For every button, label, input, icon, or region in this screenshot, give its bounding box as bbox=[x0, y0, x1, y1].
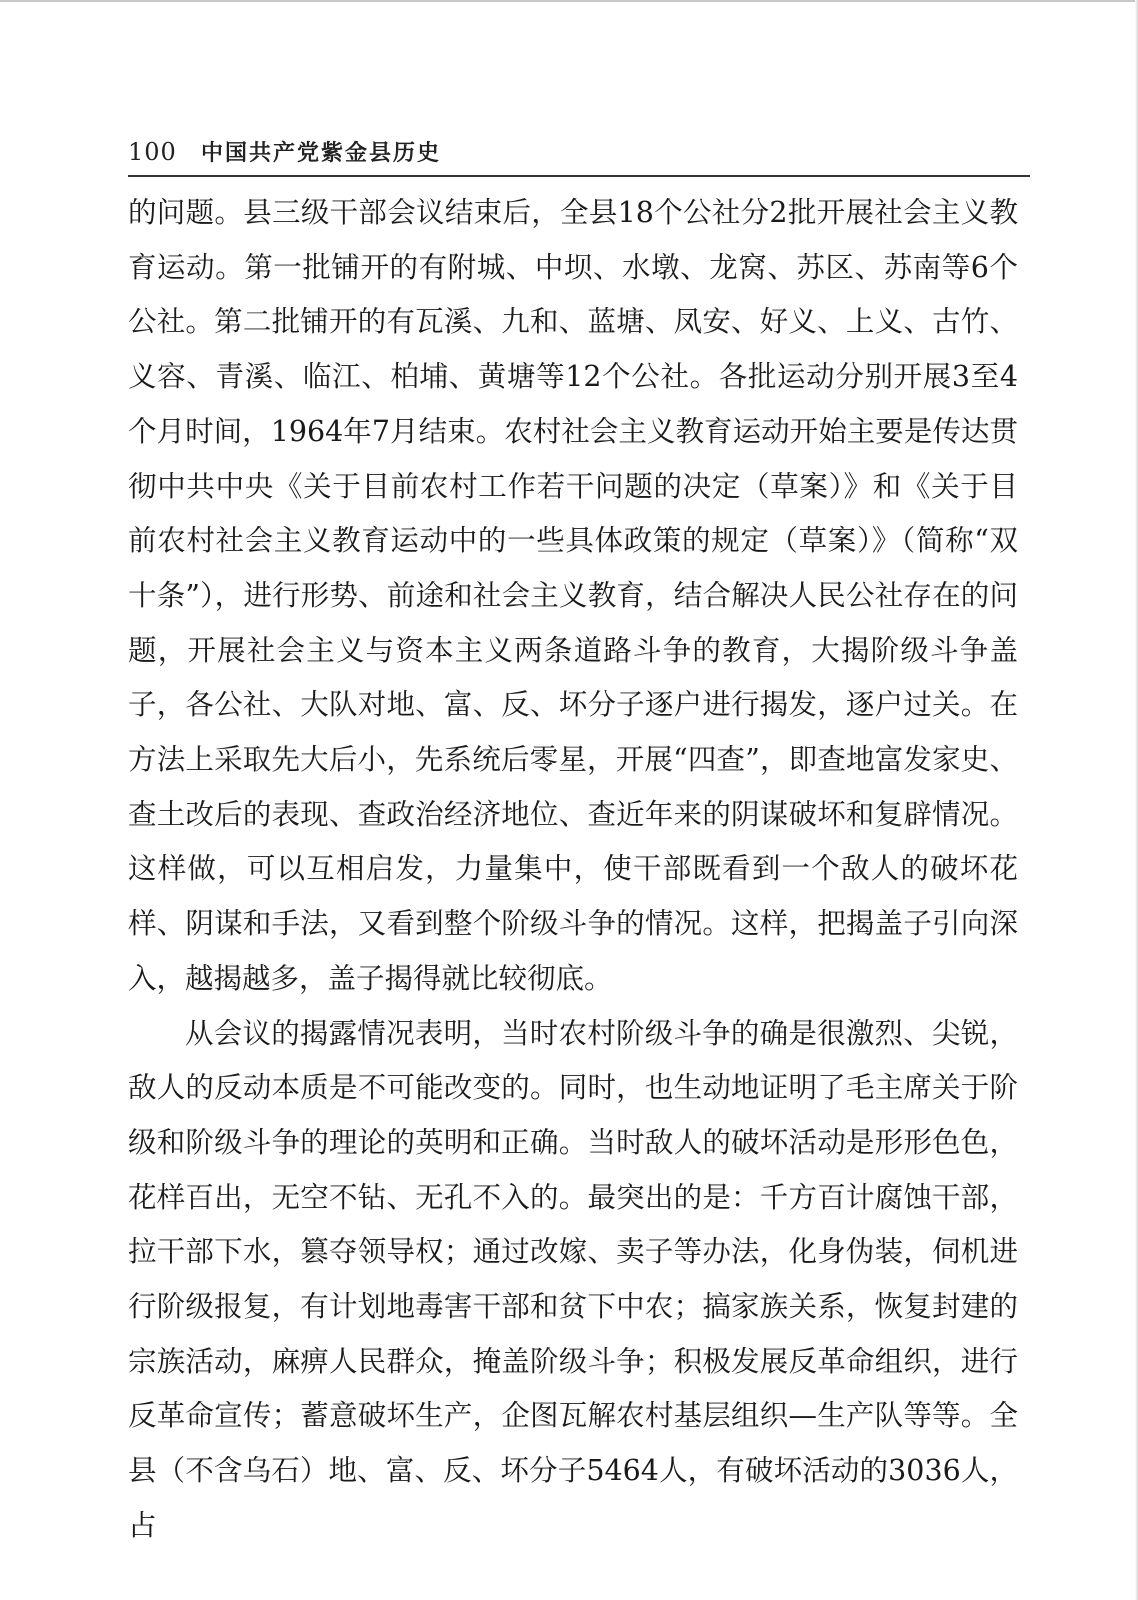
page-number: 100 bbox=[128, 138, 177, 166]
page-header bbox=[128, 134, 1030, 174]
running-title: 中国共产党紫金县历史 bbox=[201, 141, 442, 166]
scan-edge-top bbox=[0, 0, 1138, 2]
header-rule bbox=[128, 175, 1030, 177]
body-text bbox=[128, 186, 1018, 1554]
paragraph-1: 的问题。县三级干部会议结束后，全县18个公社分2批开展社会主义教育运动。第一批铺开的有附城、中坝、水墩、龙窝、苏区、苏南等6个公社。第二批铺开的有瓦溪、九和、蓝塘、凤安、好义、上义、古竹、义容、青溪、临江、柏埔、黄塘等12个公社。各批运动分别开展3至4个月时间，1964年7月结束。农村社会主义教育运动开始主要是传达贯彻中共中央《关于目前农村工作若干问题的决定（草案）》和《关于目前农村社会主义教育运动中的一些具体政策的规定（草案）》（简称“双十条”），进行形势、前途和社会主义教育，结合解决人民公社存在的问题，开展社会主义与资本主义两条道路斗争的教育，大揭阶级斗争盖子，各公社、大队对地、富、反、坏分子逐户进行揭发，逐户过关。在方法上采取先大后小，先系统后零星，开展“四查”，即查地富发家史、查土改后的表现、查政治经济地位、查近年来的阴谋破坏和复辟情况。这样做，可以互相启发，力量集中，使干部既看到一个敌人的破坏花样、阴谋和手法，又看到整个阶级斗争的情况。这样，把揭盖子引向深入，越揭越多，盖子揭得就比较彻底。 bbox=[128, 196, 1018, 995]
paragraph-2: 从会议的揭露情况表明，当时农村阶级斗争的确是很激烈、尖锐，敌人的反动本质是不可能改变的。同时，也生动地证明了毛主席关于阶级和阶级斗争的理论的英明和正确。当时敌人的破坏活动是形形色色，花样百出，无空不钻、无孔不入的。最突出的是：千方百计腐蚀干部，拉干部下水，篡夺领导权；通过改嫁、卖子等办法，化身伪装，伺机进行阶级报复，有计划地毒害干部和贫下中农；搞家族关系，恢复封建的宗族活动，麻痹人民群众，掩盖阶级斗争；积极发展反革命组织，进行反革命宣传；蓄意破坏生产，企图瓦解农村基层组织—生产队等等。全县（不含乌石）地、富、反、坏分子5464人，有破坏活动的3036人，占 bbox=[128, 1016, 1018, 1542]
